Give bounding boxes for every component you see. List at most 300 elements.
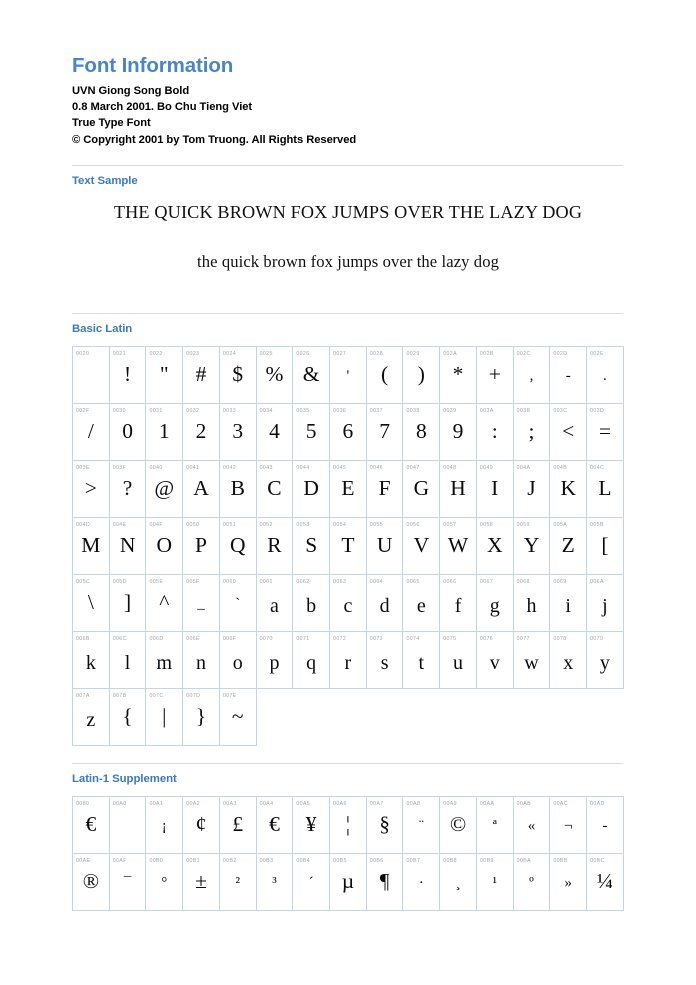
- glyph-cell[interactable]: [403, 632, 440, 689]
- codepoint-label: 005D: [112, 578, 127, 585]
- codepoint-label: 00A8: [406, 800, 421, 807]
- glyph-cell[interactable]: [219, 575, 256, 632]
- glyph-cell[interactable]: [587, 347, 624, 404]
- glyph-cell[interactable]: [366, 575, 403, 632]
- glyph-cell[interactable]: [403, 797, 440, 854]
- codepoint-label: 00B2: [222, 857, 237, 864]
- glyph-cell[interactable]: [146, 632, 183, 689]
- glyph-render: C: [267, 476, 282, 501]
- codepoint-label: 003D: [590, 407, 605, 414]
- glyph-cell[interactable]: [256, 575, 293, 632]
- glyph-cell[interactable]: [550, 461, 587, 518]
- glyph-cell[interactable]: [219, 632, 256, 689]
- glyph-render: G: [413, 476, 430, 501]
- codepoint-label: 006D: [149, 635, 164, 642]
- glyph-cell[interactable]: [440, 461, 477, 518]
- codepoint-label: 007E: [222, 692, 237, 699]
- glyph-cell[interactable]: [513, 404, 550, 461]
- glyph-render: [73, 364, 109, 392]
- glyph-cell[interactable]: [330, 461, 367, 518]
- glyph-cell[interactable]: [403, 404, 440, 461]
- glyph-row: [73, 404, 624, 461]
- glyph-cell[interactable]: [183, 404, 220, 461]
- glyph-render: (: [381, 362, 389, 387]
- glyph-render: ¦: [345, 812, 351, 837]
- glyph-cell[interactable]: [146, 797, 183, 854]
- glyph-render: £: [232, 812, 244, 837]
- glyph-cell[interactable]: [403, 575, 440, 632]
- glyph-cell[interactable]: [109, 518, 146, 575]
- codepoint-label: 00A3: [222, 800, 237, 807]
- glyph-render: Z: [561, 533, 575, 558]
- glyph-render: ´: [308, 875, 314, 892]
- codepoint-label: 0040: [149, 464, 163, 471]
- codepoint-label: 00BC: [590, 857, 605, 864]
- codepoint-label: 00A0: [112, 800, 127, 807]
- codepoint-label: 00B1: [186, 857, 200, 864]
- glyph-cell[interactable]: [550, 518, 587, 575]
- glyph-render: _: [197, 596, 205, 613]
- glyph-cell[interactable]: [293, 461, 330, 518]
- glyph-render: s: [380, 652, 389, 675]
- codepoint-label: 005A: [553, 521, 568, 528]
- glyph-render: H: [450, 476, 466, 501]
- codepoint-label: 003F: [112, 464, 127, 471]
- glyph-cell[interactable]: [293, 518, 330, 575]
- codepoint-label: 0051: [222, 521, 237, 528]
- codepoint-label: 00A9: [443, 800, 457, 807]
- glyph-cell[interactable]: [293, 632, 330, 689]
- codepoint-label: 0035: [296, 407, 310, 414]
- page-title: Font Information: [72, 54, 234, 77]
- glyph-render: +: [488, 362, 501, 387]
- glyph-cell[interactable]: [513, 632, 550, 689]
- codepoint-label: 0073: [369, 635, 383, 642]
- glyph-cell[interactable]: [476, 404, 513, 461]
- glyph-cell[interactable]: [256, 461, 293, 518]
- glyph-render: ¬: [563, 818, 573, 835]
- glyph-render: l: [124, 652, 131, 675]
- glyph-cell[interactable]: [550, 575, 587, 632]
- codepoint-label: 0059: [516, 521, 530, 528]
- codepoint-label: 0068: [516, 578, 530, 585]
- glyph-render: €: [85, 812, 97, 837]
- glyph-cell[interactable]: [476, 854, 513, 911]
- glyph-cell[interactable]: [476, 518, 513, 575]
- glyph-cell[interactable]: [256, 404, 293, 461]
- glyph-render: q: [306, 652, 317, 675]
- codepoint-label: 0078: [553, 635, 567, 642]
- glyph-render: k: [85, 652, 96, 675]
- font-type: True Type Font: [72, 117, 151, 130]
- glyph-cell[interactable]: [403, 347, 440, 404]
- codepoint-label: 0080: [76, 800, 90, 807]
- glyph-cell[interactable]: [109, 797, 146, 854]
- glyph-cell[interactable]: [330, 518, 367, 575]
- codepoint-label: 0021: [112, 350, 126, 357]
- glyph-cell[interactable]: [587, 575, 624, 632]
- glyph-cell[interactable]: [366, 404, 403, 461]
- glyph-cell[interactable]: [550, 404, 587, 461]
- codepoint-label: 00B7: [406, 857, 421, 864]
- glyph-cell[interactable]: [146, 461, 183, 518]
- glyph-render: e: [416, 595, 426, 618]
- codepoint-label: 0037: [369, 407, 383, 414]
- glyph-render: ¼: [596, 869, 613, 894]
- glyph-render: n: [196, 652, 207, 675]
- codepoint-label: 00B0: [149, 857, 164, 864]
- glyph-cell[interactable]: [293, 347, 330, 404]
- glyph-cell-empty: [256, 689, 293, 746]
- codepoint-label: 0066: [443, 578, 457, 585]
- glyph-render: M: [81, 533, 101, 558]
- glyph-render: :: [491, 419, 498, 444]
- glyph-cell[interactable]: [366, 347, 403, 404]
- codepoint-label: 00B3: [259, 857, 274, 864]
- glyph-cell[interactable]: [73, 575, 110, 632]
- codepoint-label: 00BA: [516, 857, 531, 864]
- glyph-render: u: [453, 652, 464, 675]
- glyph-cell[interactable]: [109, 854, 146, 911]
- glyph-render: µ: [341, 869, 355, 894]
- glyph-cell[interactable]: [219, 797, 256, 854]
- codepoint-label: 0041: [186, 464, 200, 471]
- glyph-render: B: [230, 476, 245, 501]
- glyph-cell[interactable]: [476, 575, 513, 632]
- glyph-render: Y: [523, 533, 540, 558]
- codepoint-label: 007C: [149, 692, 164, 699]
- glyph-cell[interactable]: [73, 797, 110, 854]
- glyph-cell[interactable]: [330, 854, 367, 911]
- glyph-cell[interactable]: [146, 854, 183, 911]
- glyph-cell-empty: [366, 689, 403, 746]
- codepoint-label: 0054: [333, 521, 347, 528]
- glyph-row: [73, 518, 624, 575]
- section-heading-basic-latin: Basic Latin: [72, 323, 133, 336]
- glyph-render: E: [341, 476, 355, 501]
- glyph-cell[interactable]: [146, 404, 183, 461]
- glyph-cell[interactable]: [440, 347, 477, 404]
- glyph-cell[interactable]: [183, 518, 220, 575]
- glyph-render: }: [195, 704, 207, 729]
- glyph-cell[interactable]: [256, 518, 293, 575]
- glyph-render: [: [601, 533, 609, 558]
- glyph-cell[interactable]: [73, 632, 110, 689]
- codepoint-label: 002C: [516, 350, 531, 357]
- glyph-cell[interactable]: [73, 404, 110, 461]
- codepoint-label: 0031: [149, 407, 163, 414]
- codepoint-label: 006B: [76, 635, 90, 642]
- section-heading-latin1-supplement: Latin-1 Supplement: [72, 773, 177, 786]
- glyph-cell[interactable]: [109, 461, 146, 518]
- basic-latin-table-wrap: [72, 335, 624, 746]
- codepoint-label: 004E: [112, 521, 127, 528]
- glyph-cell[interactable]: [330, 575, 367, 632]
- glyph-cell[interactable]: [513, 347, 550, 404]
- glyph-cell[interactable]: [403, 518, 440, 575]
- font-name: UVN Giong Song Bold: [72, 84, 190, 97]
- codepoint-label: 005C: [76, 578, 91, 585]
- glyph-cell-empty: [440, 689, 477, 746]
- glyph-cell[interactable]: [219, 347, 256, 404]
- glyph-cell[interactable]: [587, 854, 624, 911]
- codepoint-label: 00AF: [112, 857, 127, 864]
- glyph-render: ': [346, 368, 350, 385]
- codepoint-label: 00B8: [443, 857, 457, 864]
- glyph-cell[interactable]: [109, 347, 146, 404]
- glyph-render: ¢: [195, 812, 207, 837]
- codepoint-label: 0025: [259, 350, 273, 357]
- glyph-cell-empty: [476, 689, 513, 746]
- glyph-cell[interactable]: [513, 797, 550, 854]
- glyph-cell[interactable]: [550, 797, 587, 854]
- codepoint-label: 00BB: [553, 857, 568, 864]
- codepoint-label: 003E: [76, 464, 90, 471]
- glyph-render: Q: [229, 533, 246, 558]
- glyph-render: h: [526, 595, 537, 618]
- glyph-cell[interactable]: [587, 797, 624, 854]
- glyph-cell[interactable]: [403, 461, 440, 518]
- glyph-cell[interactable]: [183, 797, 220, 854]
- glyph-cell[interactable]: [366, 797, 403, 854]
- glyph-row: [73, 689, 624, 746]
- glyph-cell[interactable]: [513, 854, 550, 911]
- glyph-render: -: [602, 818, 608, 835]
- glyph-render: D: [303, 476, 319, 501]
- glyph-render: x: [563, 652, 574, 675]
- glyph-render: U: [376, 533, 393, 558]
- glyph-render: «: [527, 818, 536, 835]
- codepoint-label: 0026: [296, 350, 310, 357]
- glyph-cell[interactable]: [550, 347, 587, 404]
- glyph-render: 8: [415, 419, 427, 444]
- section-text-sample: [72, 165, 624, 296]
- glyph-cell[interactable]: [219, 518, 256, 575]
- codepoint-label: 005E: [149, 578, 164, 585]
- glyph-cell[interactable]: [513, 518, 550, 575]
- codepoint-label: 0071: [296, 635, 310, 642]
- codepoint-label: 007A: [76, 692, 90, 699]
- codepoint-label: 0069: [553, 578, 567, 585]
- glyph-render: ?: [122, 476, 133, 501]
- glyph-cell[interactable]: [183, 461, 220, 518]
- glyph-cell[interactable]: [219, 854, 256, 911]
- codepoint-label: 00B6: [369, 857, 384, 864]
- glyph-cell[interactable]: [256, 854, 293, 911]
- glyph-render: @: [154, 476, 175, 501]
- codepoint-label: 0024: [222, 350, 237, 357]
- codepoint-label: 0047: [406, 464, 420, 471]
- glyph-cell[interactable]: [183, 575, 220, 632]
- codepoint-label: 007B: [112, 692, 127, 699]
- glyph-render: 2: [195, 419, 207, 444]
- glyph-render: ^: [159, 590, 170, 615]
- codepoint-label: 0067: [479, 578, 494, 585]
- glyph-cell[interactable]: [256, 797, 293, 854]
- glyph-table-latin1-supplement: [72, 796, 624, 911]
- glyph-cell[interactable]: [330, 404, 367, 461]
- glyph-cell[interactable]: [293, 575, 330, 632]
- glyph-render: §: [379, 812, 390, 837]
- glyph-cell[interactable]: [587, 461, 624, 518]
- glyph-render: .: [603, 368, 607, 385]
- glyph-cell[interactable]: [366, 854, 403, 911]
- glyph-cell[interactable]: [73, 518, 110, 575]
- glyph-cell[interactable]: [476, 347, 513, 404]
- codepoint-label: 00A5: [296, 800, 311, 807]
- glyph-render: |: [162, 704, 167, 729]
- glyph-cell[interactable]: [403, 854, 440, 911]
- glyph-cell[interactable]: [219, 404, 256, 461]
- glyph-cell[interactable]: [366, 518, 403, 575]
- glyph-cell[interactable]: [219, 689, 256, 746]
- sample-uppercase: THE QUICK BROWN FOX JUMPS OVER THE LAZY DOG: [113, 202, 583, 223]
- glyph-cell[interactable]: [183, 632, 220, 689]
- glyph-render: V: [413, 533, 430, 558]
- glyph-cell[interactable]: [146, 518, 183, 575]
- glyph-cell[interactable]: [513, 575, 550, 632]
- glyph-render: f: [454, 595, 462, 618]
- glyph-cell[interactable]: [440, 575, 477, 632]
- codepoint-label: 0048: [443, 464, 457, 471]
- glyph-render: ¶: [379, 869, 390, 894]
- glyph-cell[interactable]: [256, 632, 293, 689]
- glyph-cell[interactable]: [109, 404, 146, 461]
- codepoint-label: 0032: [186, 407, 200, 414]
- glyph-render: \: [87, 590, 94, 615]
- glyph-cell[interactable]: [366, 461, 403, 518]
- glyph-cell[interactable]: [330, 347, 367, 404]
- glyph-render: I: [491, 476, 499, 501]
- glyph-cell[interactable]: [146, 575, 183, 632]
- glyph-cell[interactable]: [73, 689, 110, 746]
- glyph-cell[interactable]: [440, 797, 477, 854]
- glyph-cell[interactable]: [293, 797, 330, 854]
- glyph-render: ~: [231, 704, 244, 729]
- glyph-render: !: [123, 362, 132, 387]
- glyph-cell[interactable]: [183, 347, 220, 404]
- glyph-cell[interactable]: [293, 404, 330, 461]
- codepoint-label: 0030: [112, 407, 126, 414]
- sample-lowercase: the quick brown fox jumps over the lazy dog: [197, 252, 499, 272]
- glyph-render: $: [232, 362, 244, 387]
- glyph-render: b: [306, 595, 317, 618]
- glyph-cell[interactable]: [73, 347, 110, 404]
- glyph-cell[interactable]: [109, 575, 146, 632]
- glyph-render: {: [122, 704, 133, 729]
- glyph-cell[interactable]: [183, 689, 220, 746]
- codepoint-label: 0039: [443, 407, 457, 414]
- codepoint-label: 005F: [186, 578, 200, 585]
- glyph-cell[interactable]: [73, 461, 110, 518]
- glyph-cell[interactable]: [587, 404, 624, 461]
- codepoint-label: 007D: [186, 692, 201, 699]
- glyph-cell[interactable]: [109, 689, 146, 746]
- glyph-cell[interactable]: [440, 518, 477, 575]
- glyph-render: v: [489, 652, 500, 675]
- codepoint-label: 0028: [369, 350, 383, 357]
- codepoint-label: 0022: [149, 350, 163, 357]
- codepoint-label: 00AD: [590, 800, 605, 807]
- glyph-cell[interactable]: [513, 461, 550, 518]
- glyph-render: -: [565, 368, 571, 385]
- glyph-render: ): [417, 362, 425, 387]
- glyph-cell[interactable]: [587, 632, 624, 689]
- codepoint-label: 00AE: [76, 857, 91, 864]
- glyph-cell[interactable]: [146, 347, 183, 404]
- glyph-cell[interactable]: [330, 632, 367, 689]
- glyph-render: `: [235, 596, 241, 613]
- codepoint-label: 00AC: [553, 800, 568, 807]
- codepoint-label: 00A6: [333, 800, 347, 807]
- codepoint-label: 004B: [553, 464, 568, 471]
- codepoint-label: 004A: [516, 464, 531, 471]
- glyph-cell[interactable]: [146, 689, 183, 746]
- codepoint-label: 0038: [406, 407, 420, 414]
- glyph-cell[interactable]: [550, 632, 587, 689]
- glyph-cell[interactable]: [550, 854, 587, 911]
- codepoint-label: 0056: [406, 521, 420, 528]
- codepoint-label: 0063: [333, 578, 347, 585]
- glyph-cell[interactable]: [183, 854, 220, 911]
- glyph-cell[interactable]: [366, 632, 403, 689]
- codepoint-label: 003C: [553, 407, 568, 414]
- glyph-render: %: [265, 362, 284, 387]
- codepoint-label: 00A4: [259, 800, 274, 807]
- glyph-render: ¨: [418, 818, 424, 835]
- glyph-render: X: [487, 533, 503, 558]
- codepoint-label: 006E: [186, 635, 200, 642]
- codepoint-label: 0074: [406, 635, 420, 642]
- codepoint-label: 0033: [222, 407, 237, 414]
- codepoint-label: 005B: [590, 521, 604, 528]
- glyph-cell[interactable]: [256, 347, 293, 404]
- glyph-cell-empty: [587, 689, 624, 746]
- glyph-cell[interactable]: [219, 461, 256, 518]
- glyph-cell-empty: [403, 689, 440, 746]
- glyph-row: [73, 347, 624, 404]
- glyph-render: R: [267, 533, 282, 558]
- glyph-render: K: [560, 476, 576, 501]
- glyph-cell[interactable]: [440, 404, 477, 461]
- glyph-cell[interactable]: [330, 797, 367, 854]
- glyph-cell[interactable]: [73, 854, 110, 911]
- codepoint-label: 0027: [333, 350, 347, 357]
- glyph-cell-empty: [550, 689, 587, 746]
- glyph-cell[interactable]: [293, 854, 330, 911]
- codepoint-label: 006F: [222, 635, 237, 642]
- glyph-render: 9: [452, 419, 464, 444]
- codepoint-label: 002F: [76, 407, 90, 414]
- glyph-row: [73, 854, 624, 911]
- glyph-cell[interactable]: [476, 632, 513, 689]
- glyph-render: ]: [123, 590, 132, 615]
- glyph-render: 1: [158, 419, 170, 444]
- glyph-cell[interactable]: [440, 854, 477, 911]
- glyph-cell[interactable]: [476, 461, 513, 518]
- glyph-cell[interactable]: [440, 632, 477, 689]
- glyph-render: /: [87, 419, 94, 444]
- glyph-row: [73, 632, 624, 689]
- glyph-cell[interactable]: [109, 632, 146, 689]
- codepoint-label: 003B: [516, 407, 531, 414]
- glyph-cell[interactable]: [587, 518, 624, 575]
- codepoint-label: 0050: [186, 521, 200, 528]
- codepoint-label: 0046: [369, 464, 383, 471]
- codepoint-label: 0023: [186, 350, 200, 357]
- glyph-cell[interactable]: [476, 797, 513, 854]
- codepoint-label: 0020: [76, 350, 90, 357]
